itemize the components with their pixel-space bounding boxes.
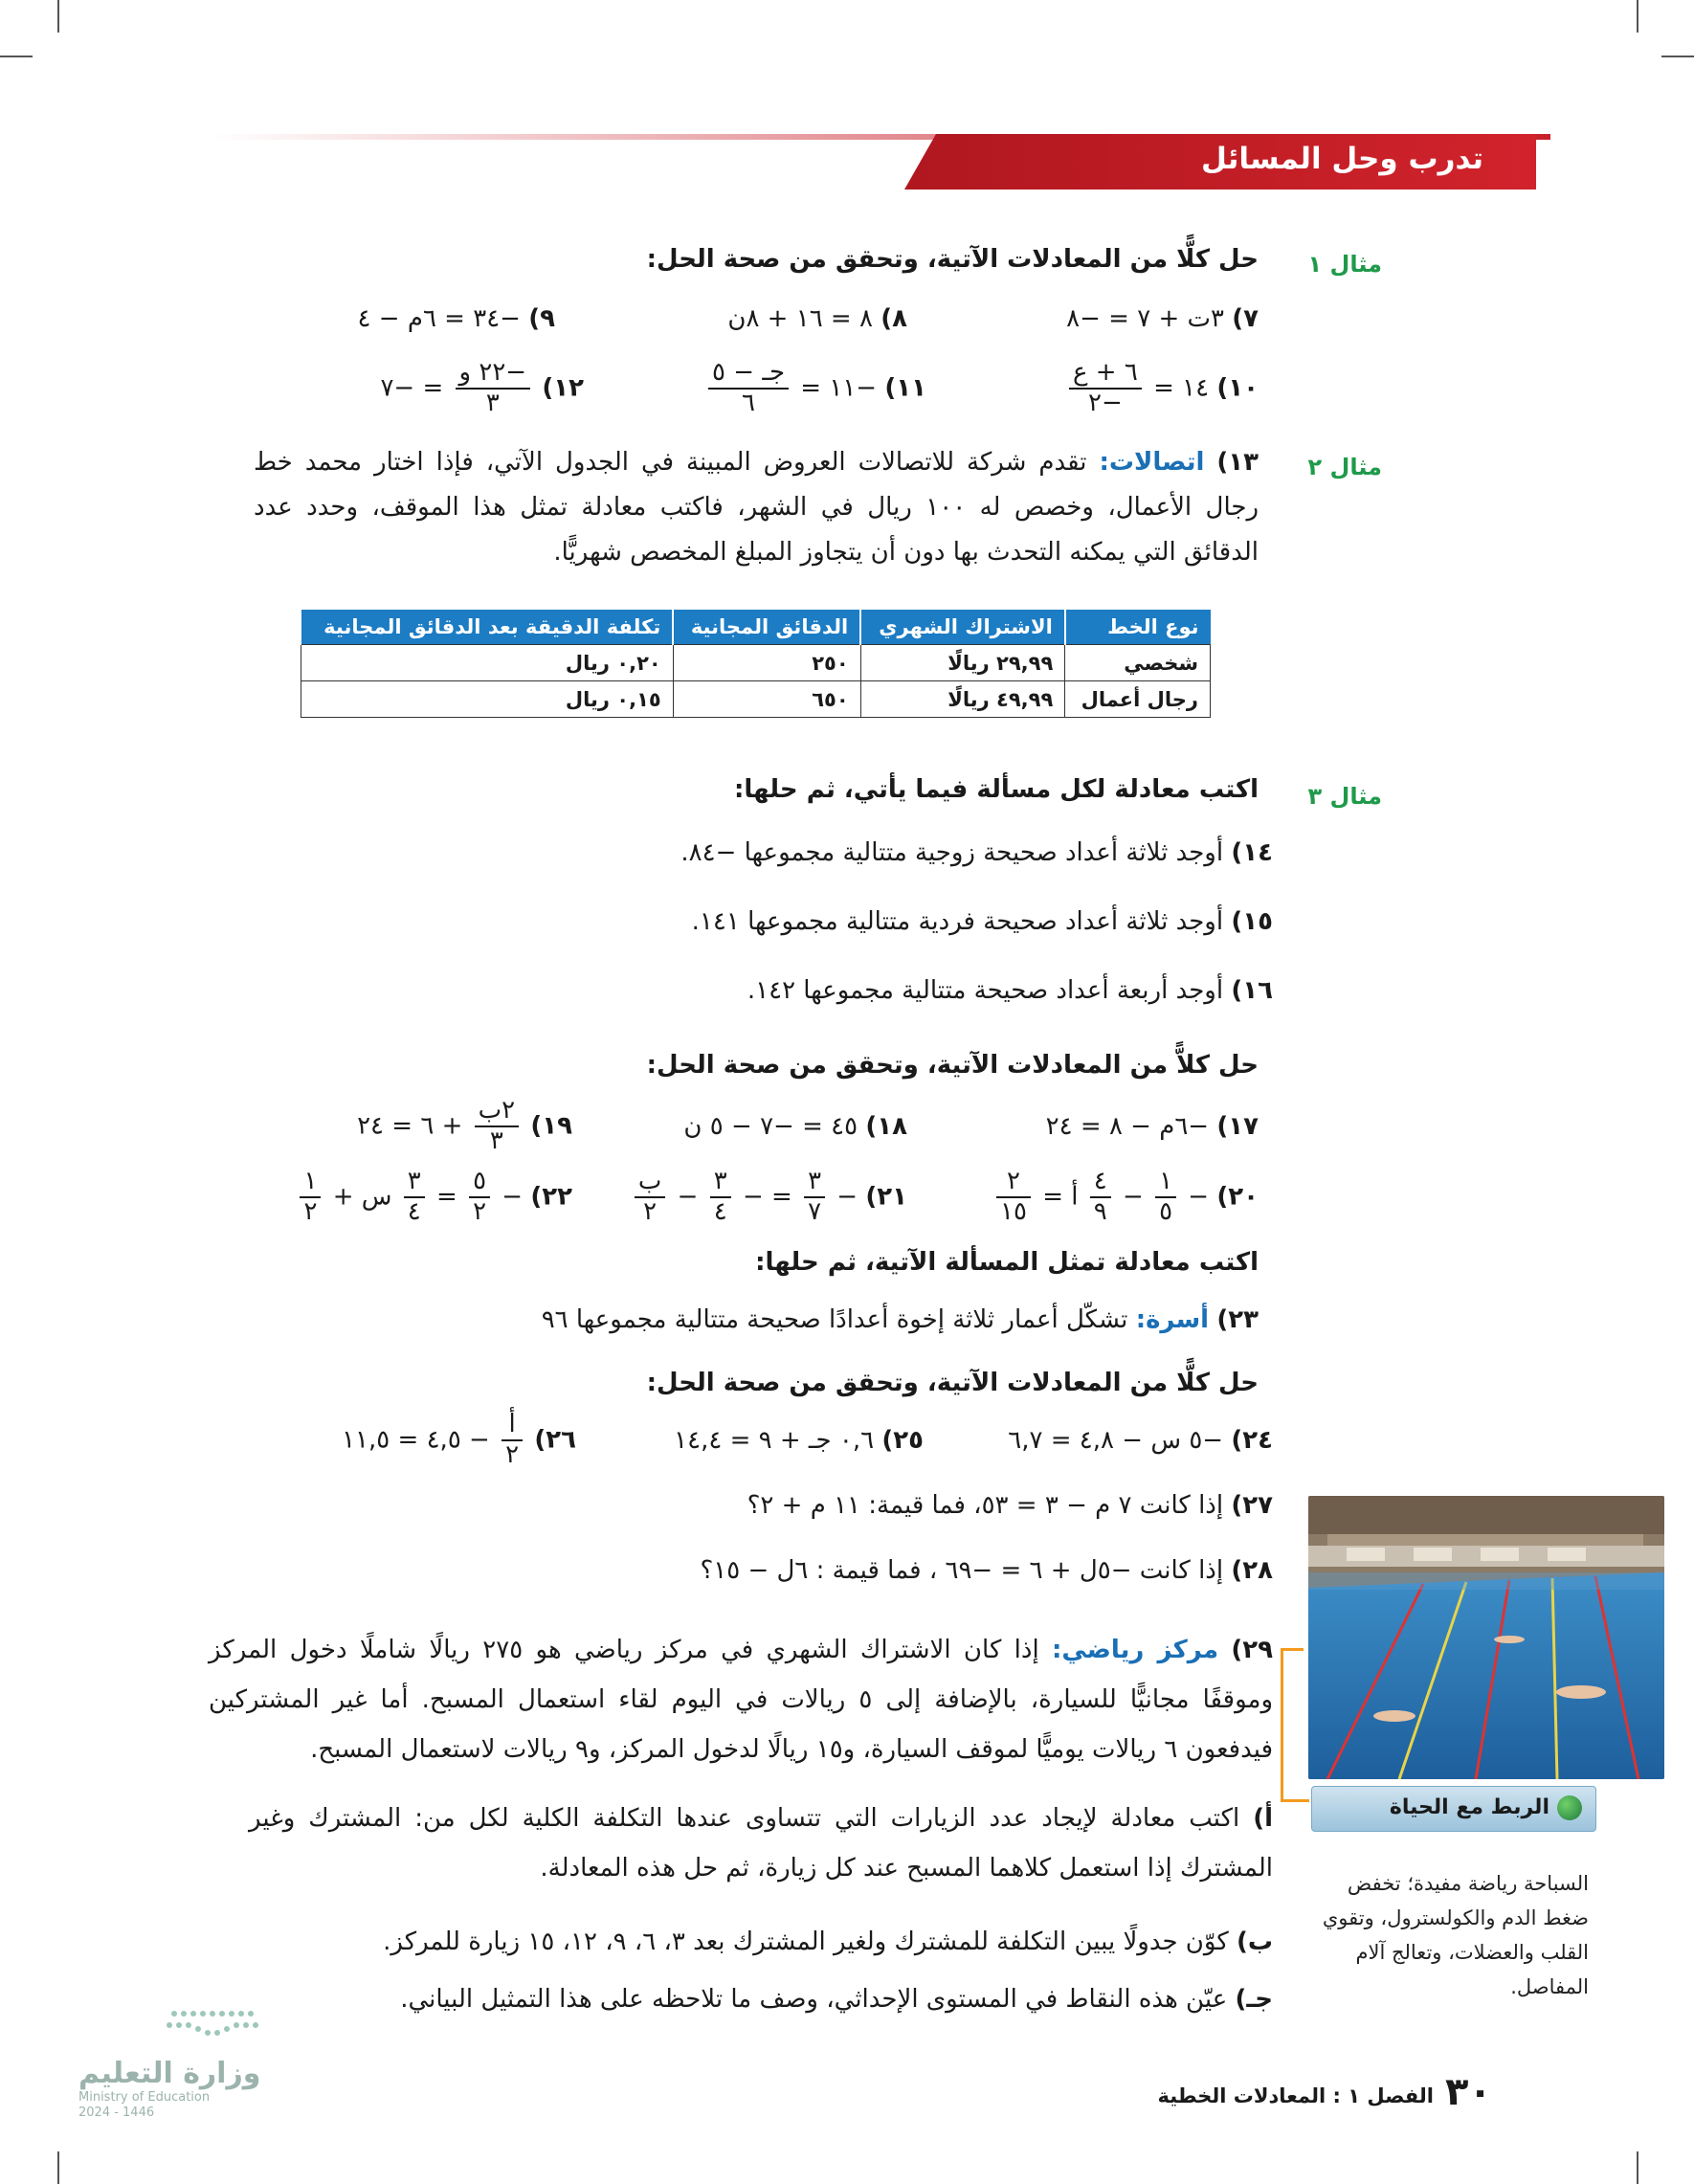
problem-12 bbox=[380, 359, 584, 418]
problem-text: أوجد أربعة أعداد صحيحة متتالية مجموعها ١٤٢. bbox=[747, 976, 1224, 1005]
denominator: ٣ bbox=[489, 1125, 503, 1155]
table-cell: ٢٩,٩٩ ريالًا bbox=[860, 645, 1065, 681]
swimming-pool-photo bbox=[1308, 1496, 1664, 1779]
callout-connector bbox=[1281, 1648, 1283, 1801]
problem-text: إذا كانت −٥ل + ٦ = −٦٩ ، فما قيمة : ٦ل − ١٥؟ bbox=[700, 1556, 1224, 1585]
denominator: ١٥ bbox=[1000, 1196, 1027, 1226]
problem-number: ٢٥) bbox=[881, 1426, 924, 1455]
fraction bbox=[300, 1168, 321, 1227]
problem-27 bbox=[747, 1491, 1273, 1520]
problem-14 bbox=[680, 838, 1273, 867]
crop-mark bbox=[1637, 0, 1638, 33]
fraction bbox=[475, 1097, 519, 1156]
problem-29c bbox=[400, 1985, 1273, 2014]
numerator: ٣ bbox=[404, 1168, 425, 1198]
example-2-label: مثال ٢ bbox=[1307, 454, 1382, 480]
problem-23 bbox=[542, 1305, 1259, 1334]
problem-19 bbox=[357, 1097, 572, 1156]
fraction bbox=[469, 1168, 490, 1227]
table-cell: ٠,٢٠ ريال bbox=[301, 645, 673, 681]
example-1-label: مثال ١ bbox=[1307, 251, 1382, 278]
section-4-instruction: حل كلًّا من المعادلات الآتية، وتحقق من صحة الحل: bbox=[646, 1369, 1259, 1397]
problem-26 bbox=[342, 1411, 576, 1470]
problem-text: تشكّل أعمار ثلاثة إخوة أعدادًا صحيحة متتالية مجموعها ٩٦ bbox=[541, 1305, 1128, 1334]
part-text: اكتب معادلة لإيجاد عدد الزيارات التي تتساوى عندها التكلفة الكلية لكل من: المشترك وغير المشترك إذا استعمل كلاهما المسبح عند كل زيارة، ثم حل هذه المعادلة. bbox=[249, 1804, 1273, 1883]
part-label: جـ) bbox=[1235, 1985, 1273, 2014]
problem-28 bbox=[700, 1556, 1273, 1585]
equation-lhs: ١٤ = bbox=[1153, 373, 1210, 403]
problem-text: أوجد ثلاثة أعداد صحيحة فردية متتالية مجموعها ١٤١. bbox=[691, 907, 1224, 936]
table-header-cell: تكلفة الدقيقة بعد الدقائق المجانية bbox=[301, 610, 673, 645]
problem-number: ٧) bbox=[1232, 304, 1259, 333]
crop-mark bbox=[1661, 56, 1694, 57]
problem-topic: مركز رياضي: bbox=[1052, 1636, 1219, 1664]
equation-rest: − ٤,٥ = ١١,٥ bbox=[342, 1425, 490, 1455]
numerator: ١ bbox=[300, 1168, 321, 1198]
denominator: ٧ bbox=[808, 1196, 822, 1226]
numerator: ب bbox=[635, 1168, 665, 1198]
table-cell: ٦٥٠ bbox=[673, 681, 860, 718]
section-2-instruction: حل كلاًّ من المعادلات الآتية، وتحقق من صحة الحل: bbox=[646, 1051, 1259, 1080]
problem-number: ٢٤) bbox=[1231, 1426, 1273, 1455]
numerator: ٣ bbox=[710, 1168, 731, 1198]
table-header-cell: الدقائق المجانية bbox=[673, 610, 860, 645]
problem-number: ١٠) bbox=[1216, 373, 1259, 403]
denominator: −٢ bbox=[1088, 388, 1123, 417]
numerator: ٣ bbox=[804, 1168, 825, 1198]
problem-24 bbox=[1008, 1426, 1273, 1455]
crop-mark bbox=[0, 56, 33, 57]
problem-13 bbox=[254, 440, 1259, 575]
equation-lhs: −١١ = bbox=[800, 373, 878, 403]
problem-topic: أسرة: bbox=[1135, 1305, 1210, 1334]
table-header-cell: الاشتراك الشهري bbox=[860, 610, 1065, 645]
part-label: أ) bbox=[1253, 1804, 1273, 1833]
numerator: −٢٢ و bbox=[456, 359, 531, 390]
problem-number: ٢٧) bbox=[1231, 1491, 1273, 1520]
problem-number: ٩) bbox=[528, 304, 555, 333]
numerator: ٥ bbox=[469, 1168, 490, 1198]
equation: ٨ = ١٦ + ٨ن bbox=[727, 304, 873, 333]
denominator: ٤ bbox=[407, 1196, 421, 1226]
denominator: ٢ bbox=[303, 1196, 318, 1226]
problem-text: إذا كان الاشتراك الشهري في مركز رياضي هو ٢٧٥ ريالًا شاملًا دخول المركز وموقفًا مجانيًّا للسيارة، بالإضافة إلى ٥ ريالات في اليوم لقاء استعمال المسبح. أما غير المشتركين فيدفعون ٦ ريالات يوميًّا لموقف السيارة، و١٥ ريالًا لدخول المركز، و٩ ريالات لاستعمال المسبح. bbox=[209, 1636, 1274, 1764]
problem-topic: اتصالات: bbox=[1099, 448, 1205, 477]
problem-29a bbox=[249, 1794, 1273, 1893]
equation: −٦م − ٨ = ٢٤ bbox=[1045, 1112, 1210, 1141]
problem-25 bbox=[674, 1426, 924, 1455]
problem-number: ١٦) bbox=[1231, 976, 1273, 1005]
fraction bbox=[502, 1411, 523, 1470]
numerator: ٢ bbox=[996, 1168, 1031, 1198]
section-3-instruction: اكتب معادلة تمثل المسألة الآتية، ثم حلها: bbox=[755, 1248, 1259, 1277]
example-3-instruction: اكتب معادلة لكل مسألة فيما يأتي، ثم حلها: bbox=[733, 775, 1259, 804]
chapter-title: الفصل ١ : المعادلات الخطية bbox=[1157, 2084, 1434, 2107]
denominator: ٢ bbox=[473, 1196, 487, 1226]
fraction bbox=[710, 1168, 731, 1227]
fraction bbox=[456, 359, 531, 418]
fraction bbox=[804, 1168, 825, 1227]
table-row bbox=[301, 645, 1211, 681]
problem-21: ٢١) − $\frac{٣}{٧}$ = − $\frac{٣}{٤}$ − $\frac{\text{ب}}{٢}$ bbox=[631, 1168, 907, 1227]
fraction bbox=[1090, 1168, 1111, 1227]
problem-18 bbox=[683, 1112, 907, 1141]
problem-number: ١٩) bbox=[530, 1111, 572, 1141]
fraction bbox=[708, 359, 789, 418]
plans-table bbox=[300, 610, 1211, 718]
denominator: ٥ bbox=[1159, 1196, 1173, 1226]
equation: −٥ س − ٤,٨ = ٦,٧ bbox=[1008, 1426, 1224, 1455]
problem-number: ١١) bbox=[884, 373, 926, 403]
equation-rest: + ٦ = ٢٤ bbox=[357, 1111, 463, 1141]
numerator: ٢ب bbox=[475, 1097, 519, 1127]
problem-7 bbox=[1066, 304, 1259, 333]
ministry-year: 2024 - 1446 bbox=[78, 2106, 155, 2120]
equation-mid: أ = bbox=[1042, 1182, 1079, 1212]
problem-number: ١٣) bbox=[1216, 448, 1259, 477]
problem-10 bbox=[1065, 359, 1259, 418]
denominator: ٤ bbox=[713, 1196, 727, 1226]
denominator: ٣ bbox=[485, 388, 500, 417]
problem-number: ٢٨) bbox=[1231, 1556, 1273, 1585]
problem-29b bbox=[383, 1928, 1273, 1956]
example-3-label: مثال ٣ bbox=[1307, 783, 1382, 810]
problem-number: ٢١) bbox=[865, 1182, 907, 1212]
problem-number: ٨) bbox=[880, 304, 907, 333]
table-row bbox=[301, 681, 1211, 718]
crop-mark bbox=[57, 2151, 59, 2184]
ministry-logo bbox=[78, 2006, 318, 2121]
problem-17 bbox=[1046, 1112, 1259, 1141]
fraction bbox=[404, 1168, 425, 1227]
problem-16 bbox=[747, 976, 1273, 1005]
swimming-pool-image bbox=[1308, 1496, 1664, 1779]
denominator: ٢ bbox=[643, 1196, 658, 1226]
problem-number: ٢٢) bbox=[530, 1182, 572, 1212]
problem-number: ٢٠) bbox=[1216, 1182, 1259, 1212]
fraction bbox=[1069, 359, 1142, 418]
part-text: كوّن جدولًا يبين التكلفة للمشترك ولغير المشترك بعد ٣، ٦، ٩، ١٢، ١٥ زيارة للمركز. bbox=[383, 1928, 1229, 1956]
numerator: جـ − ٥ bbox=[708, 359, 789, 390]
fraction bbox=[996, 1168, 1031, 1227]
problem-number: ١٧) bbox=[1216, 1112, 1259, 1141]
globe-icon bbox=[1557, 1795, 1582, 1820]
crop-mark bbox=[1637, 2151, 1638, 2184]
fraction bbox=[635, 1168, 665, 1227]
problem-number: ١٥) bbox=[1231, 907, 1273, 936]
table-header-cell: نوع الخط bbox=[1065, 610, 1211, 645]
problem-text: أوجد ثلاثة أعداد صحيحة زوجية متتالية مجموعها −٨٤. bbox=[680, 838, 1224, 867]
page-number: ٣٠ bbox=[1445, 2070, 1492, 2114]
real-world-link-label: الربط مع الحياة bbox=[1389, 1795, 1549, 1819]
numerator: ٤ bbox=[1090, 1168, 1111, 1198]
equation-mid: س + bbox=[332, 1182, 392, 1212]
problem-22: ٢٢) − $\frac{٥}{٢}$ = $\frac{٣}{٤}$ س + $\frac{١}{٢}$ bbox=[296, 1168, 572, 1227]
denominator: ٦ bbox=[742, 388, 756, 417]
crop-mark bbox=[57, 0, 59, 33]
example-1-instruction: حل كلًّا من المعادلات الآتية، وتحقق من صحة الحل: bbox=[646, 245, 1259, 274]
table-cell: رجال أعمال bbox=[1065, 681, 1211, 718]
callout-connector bbox=[1281, 1799, 1309, 1802]
problem-29 bbox=[209, 1625, 1273, 1774]
equation: −٣٤ = ٦م − ٤ bbox=[357, 304, 521, 333]
equation-rhs: = −٧ bbox=[380, 373, 444, 403]
problem-9 bbox=[358, 304, 555, 333]
table-cell: ٢٥٠ bbox=[673, 645, 860, 681]
ministry-name-ar: وزارة التعليم bbox=[78, 2057, 261, 2090]
numerator: أ bbox=[502, 1411, 523, 1441]
fraction bbox=[1155, 1168, 1176, 1227]
problem-number: ٢٩) bbox=[1231, 1636, 1274, 1664]
real-world-link-tab bbox=[1311, 1786, 1596, 1832]
photo-caption: السباحة رياضة مفيدة؛ تخفض ضغط الدم والكولسترول، وتقوي القلب والعضلات، وتعالج آلام المفاصل. bbox=[1322, 1872, 1589, 1998]
table-cell: ٠,١٥ ريال bbox=[301, 681, 673, 718]
page-section-title: تدرب وحل المسائل bbox=[1201, 142, 1483, 176]
equation: ٣ت + ٧ = −٨ bbox=[1066, 304, 1224, 333]
ministry-dots-icon bbox=[78, 2006, 318, 2054]
table-cell: شخصي bbox=[1065, 645, 1211, 681]
numerator: ٦ + ع bbox=[1069, 359, 1142, 390]
part-text: عيّن هذه النقاط في المستوى الإحداثي، وصف ما تلاحظه على هذا التمثيل البياني. bbox=[400, 1985, 1228, 2014]
callout-connector bbox=[1281, 1648, 1304, 1651]
problem-number: ٢٣) bbox=[1216, 1305, 1259, 1334]
denominator: ٢ bbox=[505, 1439, 520, 1469]
equation: ٤٥ = −٧ − ٥ ن bbox=[683, 1112, 858, 1141]
numerator: ١ bbox=[1155, 1168, 1176, 1198]
problem-number: ٢٦) bbox=[534, 1425, 576, 1455]
problem-number: ١٤) bbox=[1231, 838, 1273, 867]
equation: ٠,٦ جـ + ٩ = ١٤,٤ bbox=[674, 1426, 875, 1455]
problem-text: تقدم شركة للاتصالات العروض المبينة في الجدول الآتي، فإذا اختار محمد خط رجال الأعمال، وخصص له ١٠٠ ريال في الشهر، فاكتب معادلة تمثل هذا الموقف، وحدد عدد الدقائق التي يمكنه التحدث بها دون أن يتجاوز المبلغ المخصص شهريًّا. bbox=[254, 448, 1259, 567]
problem-15 bbox=[692, 907, 1273, 936]
problem-8 bbox=[727, 304, 907, 333]
part-label: ب) bbox=[1236, 1928, 1273, 1956]
problem-number: ١٢) bbox=[542, 373, 584, 403]
denominator: ٩ bbox=[1093, 1196, 1107, 1226]
ministry-name-en: Ministry of Education bbox=[78, 2090, 211, 2105]
problem-number: ١٨) bbox=[865, 1112, 907, 1141]
table-cell: ٤٩,٩٩ ريالًا bbox=[860, 681, 1065, 718]
problem-text: إذا كانت ٧ م − ٣ = ٥٣، فما قيمة: ١١ م + ٢؟ bbox=[747, 1491, 1224, 1520]
table-header-row bbox=[301, 610, 1211, 645]
problem-11 bbox=[704, 359, 926, 418]
problem-20: ٢٠) − $\frac{١}{٥}$ − $\frac{٤}{٩}$ أ = $\frac{٢}{١٥}$ bbox=[992, 1168, 1259, 1227]
